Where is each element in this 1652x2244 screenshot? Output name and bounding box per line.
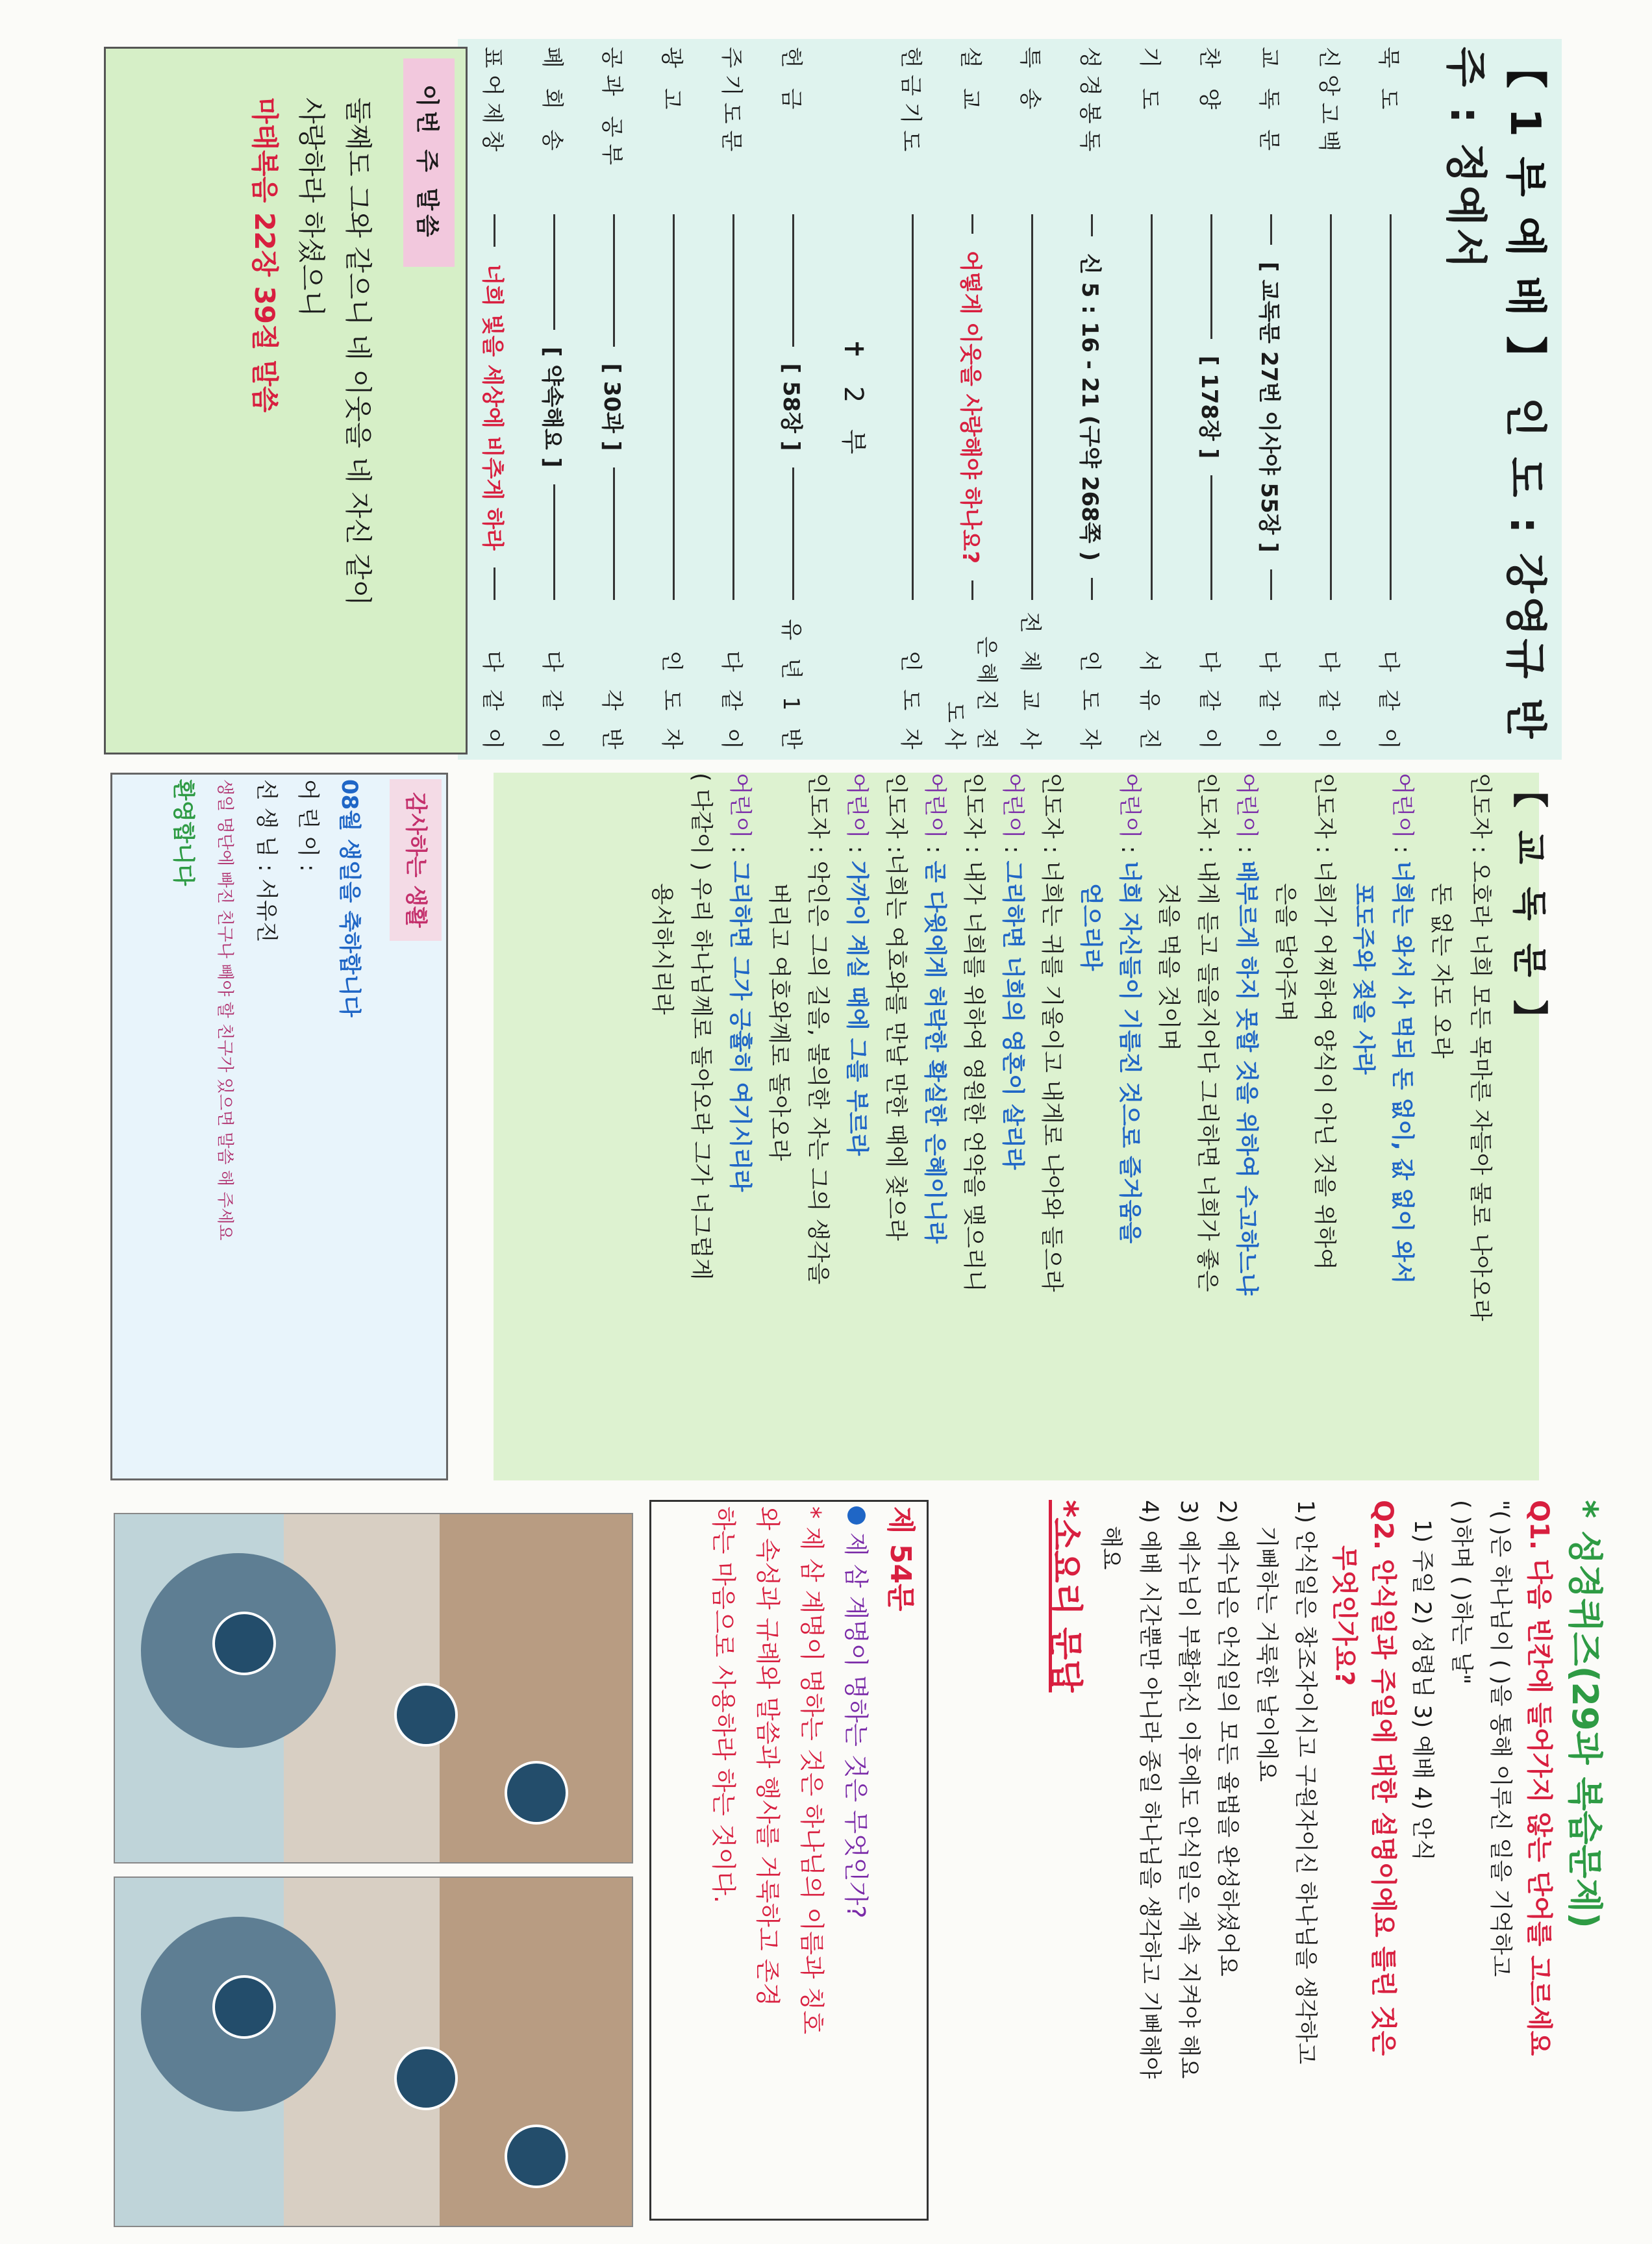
order-line: [673, 214, 675, 600]
reading-line: [876, 773, 915, 1461]
reading-sep: :: [921, 838, 947, 861]
reading-role: 인도자: [1467, 773, 1493, 839]
order-leader: 다 같 이: [1375, 650, 1402, 754]
order-row: [1301, 47, 1361, 754]
order-leader: 인 도 자: [897, 650, 924, 754]
reading-text: 은을 달아주며: [1272, 883, 1298, 1022]
order-row: [1182, 47, 1242, 754]
order-item: 찬 양: [1196, 47, 1223, 116]
catechism-answer: 하는 마음으로 사용하라 하는 것이다.: [709, 1506, 738, 1904]
order-item: 신앙고백: [1316, 47, 1342, 158]
reading-text: 너희 자신들이 기름진 것으로 즐거움을: [1116, 860, 1142, 1244]
reading-line: [954, 773, 993, 1461]
order-leader: 유 년 1 반: [778, 619, 805, 755]
reading-line: [993, 773, 1032, 1461]
reading-line: [1071, 773, 1110, 1461]
reading-sep: :: [844, 838, 870, 861]
cartoon-panel: [114, 1876, 633, 2227]
quiz-q1-text: "( )은 하나님이 ( )을 통해 이루신 일을 기억하고: [1487, 1500, 1513, 1977]
quiz-q2: 무엇인가요?: [1329, 1545, 1359, 1686]
order-detail: [ 교독문 27번 이사야 55장 ]: [1256, 262, 1283, 553]
birthday: [117, 779, 442, 1474]
order-line: [614, 214, 616, 347]
order-row: [644, 47, 704, 754]
reading-sep: :: [805, 838, 831, 861]
order-row: [1062, 47, 1122, 754]
reading-role: 어린이: [1116, 773, 1142, 839]
reading-line: [1421, 773, 1460, 1461]
reading-sep: :: [1467, 838, 1493, 861]
birthday-title: 감사하는 생활: [390, 779, 442, 941]
reading-line: [1032, 773, 1071, 1461]
reading-text: 버리고 여호와께로 돌아오라: [766, 883, 792, 1161]
bullet-icon: [847, 1506, 866, 1525]
reading-sep: :: [1233, 838, 1259, 861]
order-leader: 다 같 이: [539, 650, 566, 755]
catechism: [649, 1506, 922, 2214]
reading-role: 인도자: [882, 773, 908, 839]
order-row: [943, 47, 1003, 754]
order-item: 표어제창: [479, 47, 506, 158]
order-line: [1271, 214, 1273, 245]
order-line: [494, 214, 496, 247]
order-row: [1003, 47, 1062, 754]
reading-role: 어린이: [844, 773, 870, 839]
order-leader: 인 도 자: [658, 650, 685, 754]
birthday-heading: 08월 생일을 축하합니다: [336, 779, 362, 1017]
catechism-answer: * 제 삼 계명이 명하는 것은 하나님의 이름과 칭호: [797, 1506, 826, 2035]
order-leader: 서 유 진: [1136, 650, 1163, 754]
reading-role: 어린이: [999, 773, 1025, 839]
order-title: [1439, 47, 1558, 754]
reading-text: 배부르게 하지 못할 것을 위하여 수고하느냐: [1233, 860, 1259, 1295]
reading-sep: [688, 871, 714, 878]
birthday-teacher: 선 생 님 : 서유진: [253, 779, 279, 943]
reading-text: 오호라 너희 모든 목마른 자들아 물로 나아오라: [1467, 860, 1493, 1321]
order-leader: 인 도 자: [1077, 650, 1103, 754]
reading-text: 너희가 어찌하여 양식이 아닌 것을 위하여: [1311, 860, 1337, 1270]
order-item: 광 고: [658, 47, 685, 116]
verse-title: 이번 주 말씀: [403, 58, 455, 267]
reading-text: 얻으리라: [1077, 883, 1103, 971]
reading-text: 너희는 와서 사 먹되 돈 없이, 값 없이 와서: [1389, 860, 1415, 1284]
reading-title: 【 교 독 문 】: [1509, 773, 1550, 1040]
order-leader: 각 반: [599, 689, 625, 755]
reading-line: [759, 773, 798, 1461]
order-line: [733, 214, 735, 600]
reading-text: 곧 다윗에게 허락한 확실한 은혜이니라: [921, 860, 947, 1244]
catechism-question: 제 삼 계명이 명하는 것은 무엇인가?: [842, 1532, 870, 1919]
quiz-title: * 성경퀴즈(29과 복습문제): [1564, 1500, 1605, 1928]
order-line: [614, 468, 616, 600]
reading-text: 내게 듣고 들을지어다 그리하면 너희가 좋은: [1194, 860, 1220, 1292]
order-line: [1390, 214, 1392, 600]
reading-text: 그리하면 너희의 영혼이 살리라: [999, 860, 1025, 1170]
quiz-q1: Q1. 다음 빈칸에 들어가지 않는 단어를 고르세요: [1524, 1500, 1554, 2056]
reading-text: 우리 하나님께로 돌아오라 그가 너그럽게: [688, 878, 714, 1280]
reading-line: [1305, 773, 1344, 1461]
order-item: 성경봉독: [1077, 47, 1103, 158]
order-leader: 다 같 이: [1256, 650, 1283, 754]
reading-line: [1110, 773, 1149, 1461]
order-line: [972, 214, 974, 234]
reading-sep: :: [1389, 838, 1415, 861]
order-item: 폐 회 송: [539, 47, 566, 158]
catechism-answer: 와 속성과 규례와 말씀과 행사를 거룩하고 존경: [753, 1506, 782, 2006]
order-title-part: 【 1 부 예 배 】: [1501, 47, 1549, 380]
reading-role: 인도자: [960, 773, 986, 839]
reading-line: [1383, 773, 1421, 1461]
reading-role: 어린이: [1389, 773, 1415, 839]
quiz-answer: 4) 예배 시간뿐만 아니라 종일 하나님을 생각하고 기뻐해야: [1136, 1500, 1162, 2079]
order-leader: 다 같 이: [718, 650, 745, 754]
reading-sep: :: [1116, 838, 1142, 861]
quiz-answer: 1) 안식일은 창조자이시고 구원자이신 하나님을 생각하고: [1292, 1500, 1318, 2065]
order-line: [494, 567, 496, 600]
reading-role: 인도자: [1311, 773, 1337, 839]
reading-line: [1266, 773, 1305, 1461]
reading-text: 너희는 여호와를 만날 만한 때에 찾으라: [882, 853, 908, 1241]
reading-role: ( 다같이 ): [688, 773, 714, 871]
verse-line: 둘째도 그와 같으니 네 이웃을 네 자신 같이: [342, 97, 374, 606]
order-line: [1151, 214, 1153, 600]
order-row: [525, 47, 584, 754]
order-detail: [ 약속해요 ]: [539, 346, 566, 468]
reading-line: [1149, 773, 1188, 1461]
order-detail: 너희 빛을 세상에 비추게 하라: [479, 264, 506, 551]
order-line: [1331, 214, 1333, 600]
order-row: [1361, 47, 1421, 754]
reading-text: 포도주와 젖을 사라: [1350, 883, 1376, 1075]
order-row: [764, 47, 823, 754]
birthday-kids: 어 린 이 :: [295, 779, 321, 872]
quiz-answer: 기뻐하는 거룩한 날이에요: [1253, 1526, 1279, 1782]
reading-text: 내가 너희를 위하여 영원한 언약을 맺으리니: [960, 860, 986, 1292]
order-leader: 다 같 이: [479, 650, 506, 755]
order-detail: [ 30과 ]: [599, 363, 625, 451]
order-line: [1211, 214, 1213, 339]
order-line: [1092, 578, 1094, 600]
order-row: [1122, 47, 1182, 754]
reading-text: 그리하면 그가 긍휼히 여기시리라: [727, 860, 753, 1192]
order-detail: [ 58장 ]: [778, 363, 805, 451]
reading-text: 가까이 계실 때에 그를 부르라: [844, 860, 870, 1156]
order-line: [912, 214, 914, 600]
order-detail: [ 178장 ]: [1196, 355, 1223, 459]
order-line: [793, 468, 795, 600]
quiz-answer: 3) 예수님이 부활하신 이후에도 안식일은 계속 지켜야 해요: [1175, 1500, 1201, 2079]
cartoon-panel: [114, 1513, 633, 1864]
order-row: [704, 47, 764, 754]
reading-role: 인도자: [1194, 773, 1220, 839]
order-item: 공과 공부: [599, 47, 625, 172]
reading-text: 악인은 그의 길을, 불의한 자는 그의 생각을: [805, 860, 831, 1285]
reading-role: 인도자: [805, 773, 831, 839]
reading-role: 어린이: [921, 773, 947, 839]
order-row: [465, 47, 525, 754]
reading-line: [798, 773, 837, 1461]
cartoon-illustration: [114, 1513, 633, 2227]
reading-role: 어린이: [1233, 773, 1259, 839]
worship-order: [461, 47, 1558, 754]
order-item: 설 교: [957, 47, 984, 116]
reading-line: [1344, 773, 1383, 1461]
memory-verse: [117, 58, 455, 740]
order-leaders: 인 도 : 강영규 반주 : 정예서: [1441, 47, 1549, 742]
reading-text: 돈 없는 자도 오라: [1428, 883, 1454, 1059]
order-leader: 다 같 이: [1316, 650, 1342, 754]
catechism-title: *소요리 문답: [1045, 1500, 1084, 1693]
reading-line: [642, 773, 681, 1461]
reading-line: [915, 773, 954, 1461]
quiz-answer: 해요: [1097, 1526, 1123, 1570]
reading-role: 어린이: [727, 773, 753, 839]
reading-sep: :: [1311, 838, 1337, 861]
birthday-note: 생일 명단에 빠진 친구나 빼야 할 친구가 있으면 말씀 해 주세요: [215, 779, 234, 1241]
reading-sep: :: [882, 838, 908, 854]
reading-line: [1460, 773, 1499, 1461]
order-detail: 어떻게 이웃을 사랑해야 하나요?: [957, 250, 984, 564]
order-item: 교 독 문: [1256, 47, 1283, 158]
reading-line: [837, 773, 876, 1461]
reading-text: 너희는 귀를 기울이고 내게로 나아와 들으라: [1038, 860, 1064, 1292]
reading-sep: :: [1194, 838, 1220, 861]
order-item: 헌 금: [778, 47, 805, 116]
order-line: [554, 214, 556, 330]
verse-reference: 마태복음 22장 39절 말씀: [249, 97, 281, 413]
order-line: [1211, 475, 1213, 600]
order-detail: 신 5 : 16 - 21 (구약 268쪽 ): [1077, 253, 1103, 562]
order-item: 기 도: [1136, 47, 1163, 116]
order-item: 묵 도: [1375, 47, 1402, 116]
order-row: [584, 47, 644, 754]
order-item: 헌금기도: [897, 47, 924, 158]
quiz-q2: Q2. 안식일과 주일에 대한 설명이에요 틀린 것은: [1368, 1500, 1398, 2056]
quiz-q1-text: ( )하며 ( )하는 날": [1448, 1500, 1474, 1685]
reading-line: [1188, 773, 1227, 1461]
order-line: [1032, 214, 1034, 600]
order-item: 특 송: [1017, 47, 1044, 116]
reading-line: [1227, 773, 1266, 1461]
order-line: [1271, 569, 1273, 600]
order-line: [972, 580, 974, 600]
reading-sep: :: [1038, 838, 1064, 861]
verse-line: 사랑하라 하셨으니: [295, 97, 327, 317]
reading-line: [720, 773, 759, 1461]
reading-text: 것을 먹을 것이며: [1155, 883, 1181, 1051]
part-2-heading: ✝ 2 부: [838, 338, 868, 464]
responsive-reading: [510, 773, 1549, 1461]
reading-line: [681, 773, 720, 1461]
quiz-q1-options: 1) 주일 2) 성령님 3) 예배 4) 안식: [1409, 1519, 1435, 1861]
reading-sep: :: [960, 838, 986, 861]
order-line: [1092, 214, 1094, 236]
order-line: [793, 214, 795, 347]
reading-sep: :: [727, 838, 753, 861]
reading-role: 인도자: [1038, 773, 1064, 839]
order-leader: 다 같 이: [1196, 650, 1223, 755]
welcome-text: 환영합니다: [170, 779, 196, 886]
order-row: [1242, 47, 1301, 754]
reading-sep: :: [999, 838, 1025, 861]
order-row: [883, 47, 943, 754]
order-item: 주기도문: [718, 47, 745, 158]
order-leader: 전 체 교 사: [1017, 612, 1044, 754]
order-leader: 은혜진 전도사: [942, 636, 999, 754]
reading-text: 용서하시리라: [649, 883, 675, 1015]
order-line: [554, 484, 556, 600]
quiz-answer: 2) 예수님은 안식일의 모든 율법을 완성하셨어요: [1214, 1500, 1240, 1976]
catechism-number: 제 54문: [884, 1506, 917, 1612]
